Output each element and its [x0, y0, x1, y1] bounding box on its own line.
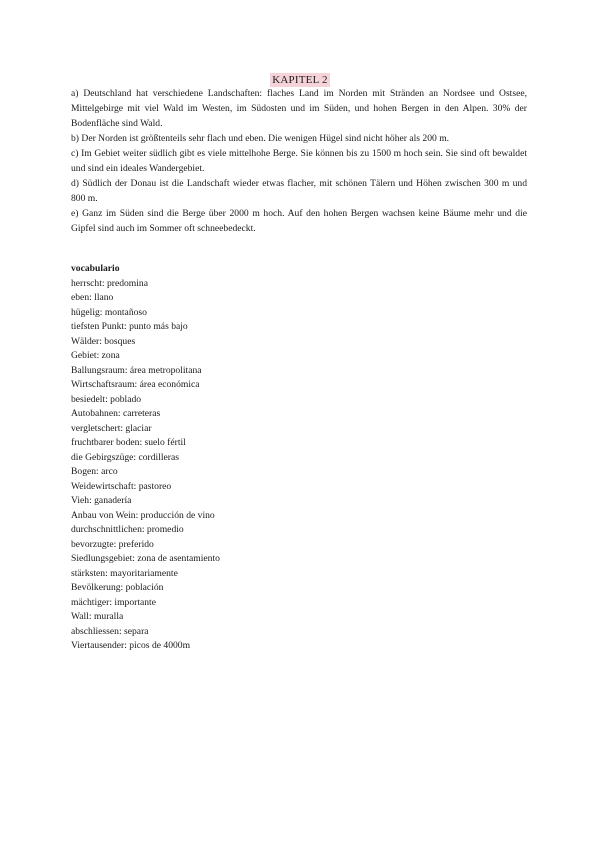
paragraph-a: a) Deutschland hat verschiedene Landschaften: flaches Land im Norden mit Stränden an Nordsee und Ostsee, Mittelgebirge mit viel Wald im Westen, im Südosten und im Süden, und hohen Bergen in den Alpen. 30% der Bodenfläche sind Wald.	[71, 88, 527, 129]
vocab-item: Wall: muralla	[71, 611, 124, 622]
vocab-item: vergletschert: glaciar	[71, 422, 152, 434]
vocab-item: herrscht: predomina	[71, 277, 148, 289]
vocab-item: Viertausender: picos de 4000m	[71, 640, 191, 651]
vocab-item: tiefsten Punkt: punto más bajo	[71, 321, 188, 332]
paragraph-c: c) Im Gebiet weiter südlich gibt es viele mittelhohe Berge. Sie können bis zu 1500 m hoch sein. Sie sind oft bewaldet und sind ein ideales Wandergebiet.	[71, 148, 527, 174]
vocab-item: stärksten: mayoritariamente	[71, 567, 178, 579]
vocabulary-heading: vocabulario	[71, 263, 120, 274]
vocab-item: hügelig: montañoso	[71, 306, 147, 318]
vocab-item: die Gebirgszüge: cordilleras	[71, 451, 179, 463]
title-container	[0, 72, 600, 87]
vocab-item: eben: llano	[71, 292, 114, 303]
paragraph-b: b) Der Norden ist größtenteils sehr flach und eben. Die wenigen Hügel sind nicht höher als 200 m.	[71, 133, 450, 144]
vocab-item: fruchtbarer boden: suelo fértil	[71, 437, 186, 448]
vocab-item: Vieh: ganadería	[71, 495, 132, 506]
body-text	[71, 86, 527, 236]
vocab-item: Wälder: bosques	[71, 335, 136, 347]
chapter-title: KAPITEL 2	[272, 74, 328, 86]
vocab-item: Ballungsraum: área metropolitana	[71, 364, 202, 376]
vocab-item: bevorzugte: preferido	[71, 538, 154, 550]
vocab-item: Bogen: arco	[71, 466, 118, 477]
vocab-item: Weidewirtschaft: pastoreo	[71, 480, 172, 492]
paragraph-e: e) Ganz im Süden sind die Berge über 2000 m hoch. Auf den hohen Bergen wachsen keine Bäume mehr und die Gipfel sind auch im Sommer oft schneebedeckt.	[71, 208, 527, 234]
vocab-item: Autobahnen: carreteras	[71, 408, 161, 419]
vocabulary-list	[71, 262, 371, 654]
vocab-item: abschliessen: separa	[71, 625, 149, 637]
paragraph-d: d) Südlich der Donau ist die Landschaft wieder etwas flacher, mit schönen Tälern und Höhen zwischen 300 m und 800 m.	[71, 178, 527, 204]
vocab-item: besiedelt: poblado	[71, 393, 142, 405]
vocab-item: Bevölkerung: población	[71, 582, 164, 593]
vocab-item: mächtiger: importante	[71, 596, 156, 608]
vocab-item: Siedlungsgebiet: zona de asentamiento	[71, 553, 220, 564]
vocab-item: Wirtschaftsraum: área económica	[71, 379, 200, 390]
vocab-item: durchschnittlichen: promedio	[71, 524, 184, 535]
vocab-item: Anbau von Wein: producción de vino	[71, 509, 215, 521]
vocab-item: Gebiet: zona	[71, 350, 120, 361]
